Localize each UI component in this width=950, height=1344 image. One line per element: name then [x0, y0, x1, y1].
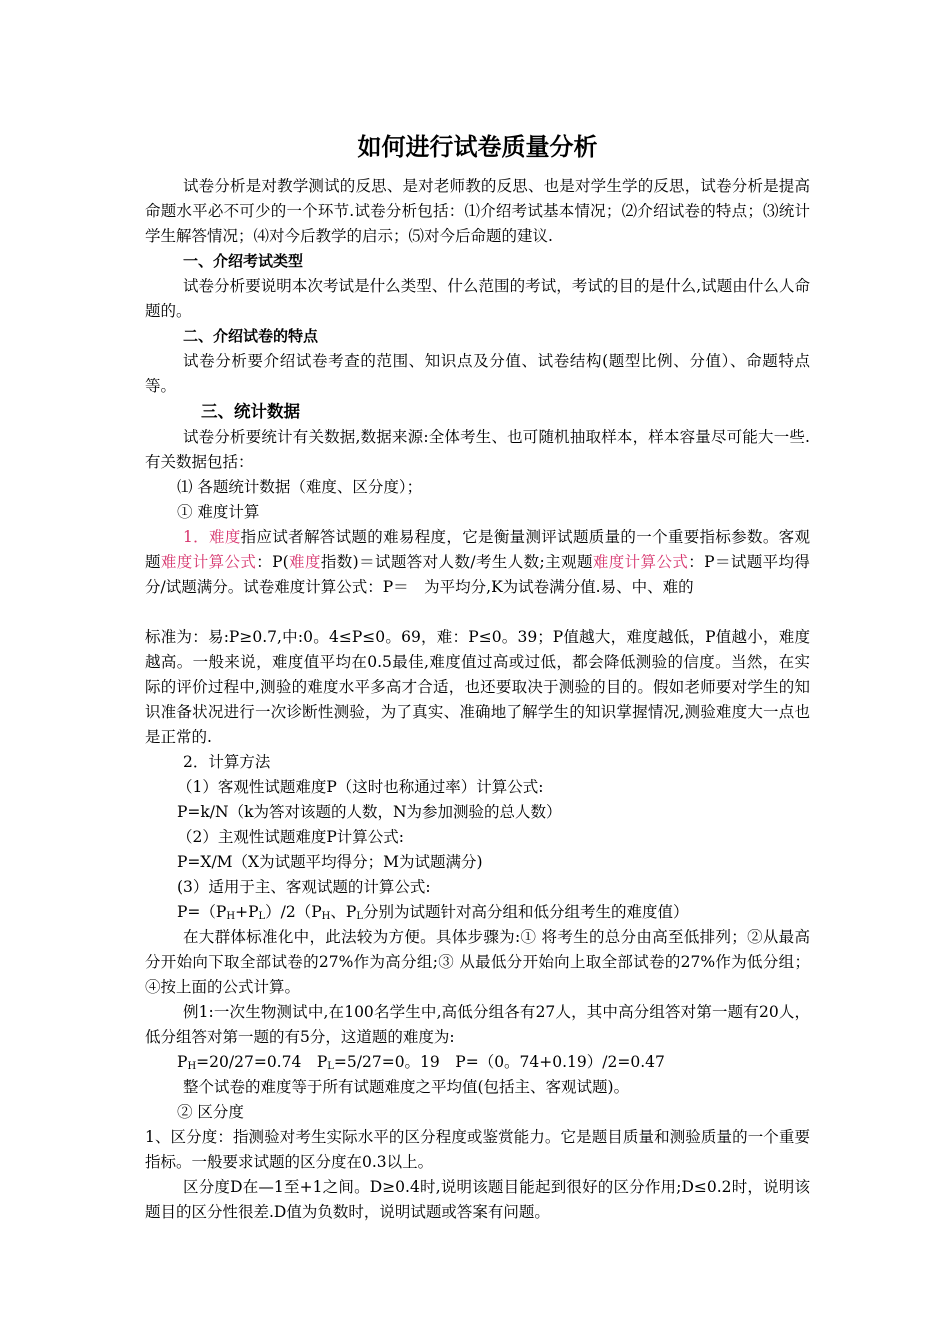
text-run: ）/2（P	[265, 903, 322, 921]
subscript: L	[327, 1061, 334, 1072]
paragraph-exam-type: 试卷分析要说明本次考试是什么类型、什么范围的考试，考试的目的是什么,试题由什么人命题的。	[145, 277, 810, 320]
paragraph-paper-features: 试卷分析要介绍试卷考查的范围、知识点及分值、试卷结构(题型比例、分值）、命题特点等。	[145, 352, 810, 395]
paragraph-example: 例1:一次生物测试中,在100名学生中,高低分组各有27人，其中高分组答对第一题有20人，低分组答对第一题的有5分，这道题的难度为:	[145, 1003, 810, 1046]
method-subjective: （2）主观性试题难度P计算公式:	[177, 828, 405, 846]
formula-subjective: P=X/M（X为试题平均得分；M为试题满分)	[177, 853, 483, 871]
document-page	[145, 130, 810, 1225]
intro-paragraph: 试卷分析是对教学测试的反思、是对老师教的反思、也是对学生学的反思，试卷分析是提高命题水平必不可少的一个环节.试卷分析包括：⑴介绍考试基本情况；⑵介绍试卷的特点；⑶统计学生解答情况；⑷对今后教学的启示；⑸对今后命题的建议.	[145, 177, 810, 245]
paragraph-discrimination-definition: 1、区分度：指测验对考生实际水平的区分程度或鉴赏能力。它是题目质量和测验质量的一个重要指标。一般要求试题的区分度在0.3以上。	[145, 1128, 810, 1171]
page-title: 如何进行试卷质量分析	[357, 133, 598, 161]
paragraph-steps: 在大群体标准化中，此法较为方便。具体步骤为:① 将考生的总分由高至低排列；②从最高分开始向下取全部试卷的27%作为高分组;③ 从最低分开始向上取全部试卷的27%作为低分组；④按上面的公式计算。	[145, 928, 810, 996]
formula-objective: P=k/N（k为答对该题的人数，N为参加测验的总人数）	[177, 803, 562, 821]
text-run: P	[177, 1053, 188, 1071]
section-heading-3: 三、统计数据	[201, 402, 300, 421]
text-run: ：P＝试题平均得分/试题满分。试卷难度计算公式：P＝ 为平均分,K为试卷满分值.易、中、难的	[145, 553, 810, 596]
text-run: =5/27=0。19 P=（0。74+0.19）/2=0.47	[333, 1053, 665, 1071]
list-item-discrimination: ② 区分度	[177, 1103, 244, 1121]
text-run: 指应试者解答试题的难易程度，它是衡量测评试题质量的一个重要指标参数。客观题	[145, 528, 810, 571]
subscript: L	[258, 911, 266, 922]
paragraph-statistics: 试卷分析要统计有关数据,数据来源:全体考生、也可随机抽取样本，样本容量尽可能大一些.有关数据包括：	[145, 428, 810, 471]
term-difficulty-formula: 难度计算公式	[160, 553, 257, 571]
subscript: H	[187, 1061, 197, 1072]
list-item-item-stats: ⑴ 各题统计数据（难度、区分度）；	[177, 478, 423, 496]
method-objective: （1）客观性试题难度P（这时也称通过率）计算公式:	[177, 778, 544, 796]
formula-combined	[145, 900, 810, 925]
text-run: 指数)＝试题答对人数/考生人数;主观题	[320, 553, 593, 571]
list-item-difficulty: ① 难度计算	[177, 503, 260, 521]
subscript: H	[226, 911, 236, 922]
text-run: +P	[235, 903, 259, 921]
text-run: P=（P	[177, 903, 227, 921]
text-run: 分别为试题针对高分组和低分组考生的难度值）	[362, 903, 689, 921]
section-heading-1: 一、介绍考试类型	[183, 252, 304, 270]
paragraph-difficulty-definition	[145, 525, 810, 600]
example-formula	[145, 1050, 810, 1075]
subscript: L	[356, 911, 363, 922]
term-difficulty-formula: 难度计算公式	[592, 553, 689, 571]
method-combined: (3）适用于主、客观试题的计算公式:	[177, 878, 431, 896]
text-run: ：P(	[256, 553, 289, 571]
paragraph-discrimination-range: 区分度D在—1至+1之间。D≥0.4时,说明该题目能起到很好的区分作用;D≤0.2时，说明该题目的区分性很差.D值为负数时，说明试题或答案有问题。	[145, 1178, 810, 1221]
blank-space	[145, 600, 810, 625]
section-heading-2: 二、介绍试卷的特点	[183, 327, 319, 345]
text-run: =20/27=0.74 P	[196, 1053, 328, 1071]
subscript: H	[321, 911, 331, 922]
paragraph-difficulty-standard: 标准为：易:P≥0.7,中:0。4≤P≤0。69，难：P≤0。39；P值越大，难度越低，P值越小，难度越高。一般来说，难度值平均在0.5最佳,难度值过高或过低，都会降低测验的信度。当然，在实际的评价过程中,测验的难度水平多高才合适，也还要取决于测验的目的。假如老师要对学生的知识准备状况进行一次诊断性测验，为了真实、准确地了解学生的知识掌握情况,测验难度大一点也是正常的.	[145, 628, 810, 746]
term-difficulty: 难度	[288, 553, 321, 571]
method-heading: 2．计算方法	[183, 753, 271, 771]
paragraph-average-difficulty: 整个试卷的难度等于所有试题难度之平均值(包括主、客观试题)。	[183, 1078, 630, 1096]
term-difficulty: 难度	[209, 528, 241, 546]
text-run: 、P	[330, 903, 357, 921]
difficulty-number: 1．	[183, 528, 210, 546]
